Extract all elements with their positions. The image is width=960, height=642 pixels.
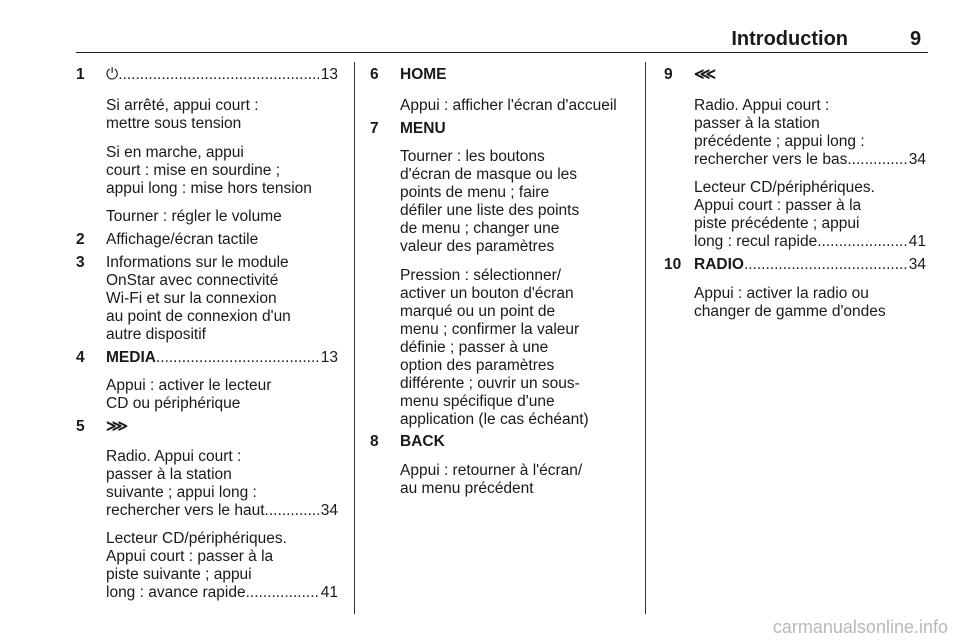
text-line: de menu ; changer une	[400, 220, 560, 237]
text-line: Lecteur CD/périphériques.	[694, 179, 875, 196]
page-number: 9	[910, 28, 922, 50]
text-line: valeur des paramètres	[400, 238, 555, 255]
page-ref: 34	[908, 256, 926, 273]
item-number-9: 9	[664, 66, 673, 83]
leader-dots	[118, 66, 318, 84]
text-line: Wi-Fi et sur la connexion	[106, 290, 277, 307]
text-line: défiler une liste des points	[400, 202, 580, 219]
text-line: rechercher vers le bas	[694, 151, 848, 168]
leader-dots	[817, 233, 907, 251]
item-number-5: 5	[76, 418, 85, 435]
leader-dots	[246, 584, 319, 602]
item-number-1: 1	[76, 66, 85, 83]
text-line: autre dispositif	[106, 326, 206, 343]
page-ref: 41	[908, 233, 926, 250]
text-line: Appui : activer le lecteur	[106, 377, 272, 394]
text-line: définie ; passer à une	[400, 339, 549, 356]
text-line: piste suivante ; appui	[106, 566, 252, 583]
prev-icon: ⋘	[694, 66, 717, 83]
text-line: Informations sur le module	[106, 254, 289, 271]
text-line: long : recul rapide	[694, 233, 818, 250]
text-line: au menu précédent	[400, 480, 534, 497]
home-label: HOME	[400, 66, 447, 83]
text-line: Si arrêté, appui court :	[106, 97, 259, 114]
text-line: Tourner : régler le volume	[106, 208, 282, 225]
page-ref: 41	[320, 584, 338, 601]
next-icon: ⋙	[106, 418, 129, 435]
item-number-3: 3	[76, 254, 85, 271]
text-line: menu spécifique d'une	[400, 393, 555, 410]
text-line: passer à la station	[106, 466, 232, 483]
item-10-radio-entry	[694, 256, 926, 274]
item-number-10: 10	[664, 256, 682, 273]
text-line: appui long : mise hors tension	[106, 180, 312, 197]
text-line: suivante ; appui long :	[106, 484, 257, 501]
text-line: rechercher vers le haut	[106, 502, 265, 519]
text-line: Appui : retourner à l'écran/	[400, 462, 583, 479]
column-divider-2	[645, 62, 646, 614]
text-line: Appui : activer la radio ou	[694, 285, 869, 302]
text-line: Appui : afficher l'écran d'accueil	[400, 97, 617, 114]
item-1-power-entry	[106, 66, 338, 84]
page-header-title: Introduction	[731, 28, 848, 50]
text-line: au point de connexion d'un	[106, 308, 291, 325]
item-number-2: 2	[76, 231, 85, 248]
rewind-entry	[694, 233, 926, 251]
item-number-8: 8	[370, 433, 379, 450]
text-line: application (le cas échéant)	[400, 411, 589, 428]
power-icon: ⏻	[106, 66, 119, 83]
text-line: Affichage/écran tactile	[106, 231, 259, 248]
radio-label: RADIO	[694, 256, 744, 273]
seek-up-entry	[106, 502, 338, 520]
text-line: piste précédente ; appui	[694, 215, 860, 232]
text-line: menu ; confirmer la valeur	[400, 321, 580, 338]
text-line: passer à la station	[694, 115, 820, 132]
text-line: CD ou périphérique	[106, 395, 241, 412]
menu-label: MENU	[400, 120, 446, 137]
text-line: Appui court : passer à la	[106, 548, 274, 565]
text-line: OnStar avec connectivité	[106, 272, 279, 289]
text-line: Si en marche, appui	[106, 144, 244, 161]
text-line: Radio. Appui court :	[106, 448, 242, 465]
page-ref: 34	[320, 502, 338, 519]
text-line: d'écran de masque ou les	[400, 166, 578, 183]
text-line: activer un bouton d'écran	[400, 285, 574, 302]
text-line: Appui court : passer à la	[694, 197, 862, 214]
column-divider-1	[354, 62, 355, 614]
back-label: BACK	[400, 433, 445, 450]
leader-dots	[847, 151, 906, 169]
media-label: MEDIA	[106, 349, 156, 366]
header-rule	[76, 52, 928, 53]
text-line: changer de gamme d'ondes	[694, 303, 886, 320]
text-line: Tourner : les boutons	[400, 148, 545, 165]
seek-down-entry	[694, 151, 926, 169]
item-number-6: 6	[370, 66, 379, 83]
text-line: marqué ou un point de	[400, 303, 556, 320]
item-number-7: 7	[370, 120, 379, 137]
text-line: différente ; ouvrir un sous-	[400, 375, 580, 392]
text-line: Pression : sélectionner/	[400, 267, 562, 284]
page-ref: 34	[908, 151, 926, 168]
text-line: précédente ; appui long :	[694, 133, 865, 150]
text-line: long : avance rapide	[106, 584, 246, 601]
leader-dots	[265, 502, 319, 520]
leader-dots	[156, 349, 319, 367]
fast-forward-entry	[106, 584, 338, 602]
page-ref: 13	[320, 349, 338, 366]
page-ref: 13	[320, 66, 338, 83]
text-line: option des paramètres	[400, 357, 555, 374]
item-number-4: 4	[76, 349, 85, 366]
leader-dots	[744, 256, 907, 274]
item-4-media-entry	[106, 349, 338, 367]
text-line: Radio. Appui court :	[694, 97, 830, 114]
text-line: points de menu ; faire	[400, 184, 550, 201]
text-line: Lecteur CD/périphériques.	[106, 530, 287, 547]
text-line: mettre sous tension	[106, 115, 242, 132]
text-line: court : mise en sourdine ;	[106, 162, 281, 179]
watermark: carmanualsonline.info	[772, 617, 948, 637]
